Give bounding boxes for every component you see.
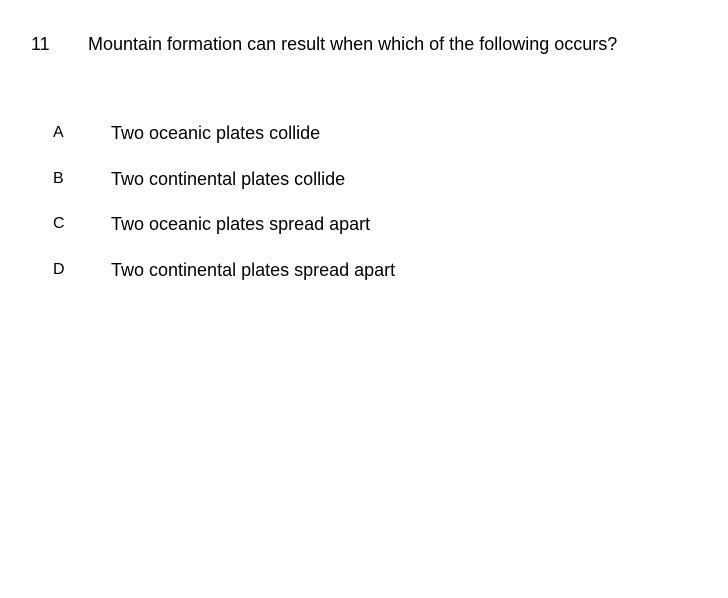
option-d[interactable] [0, 259, 728, 305]
option-letter: D [53, 260, 65, 278]
option-a[interactable] [0, 122, 728, 168]
question-text: Mountain formation can result when which of the following occurs? [88, 34, 618, 54]
option-b[interactable] [0, 168, 728, 214]
option-text: Two oceanic plates collide [111, 123, 321, 143]
answer-options [0, 122, 728, 304]
question-number: 11 [31, 34, 50, 54]
option-c[interactable] [0, 213, 728, 259]
option-letter: A [53, 124, 64, 141]
option-letter: C [53, 215, 65, 232]
option-text: Two continental plates spread apart [111, 259, 396, 280]
option-letter: B [53, 169, 64, 187]
option-text: Two oceanic plates spread apart [111, 214, 371, 234]
option-text: Two continental plates collide [111, 168, 346, 189]
